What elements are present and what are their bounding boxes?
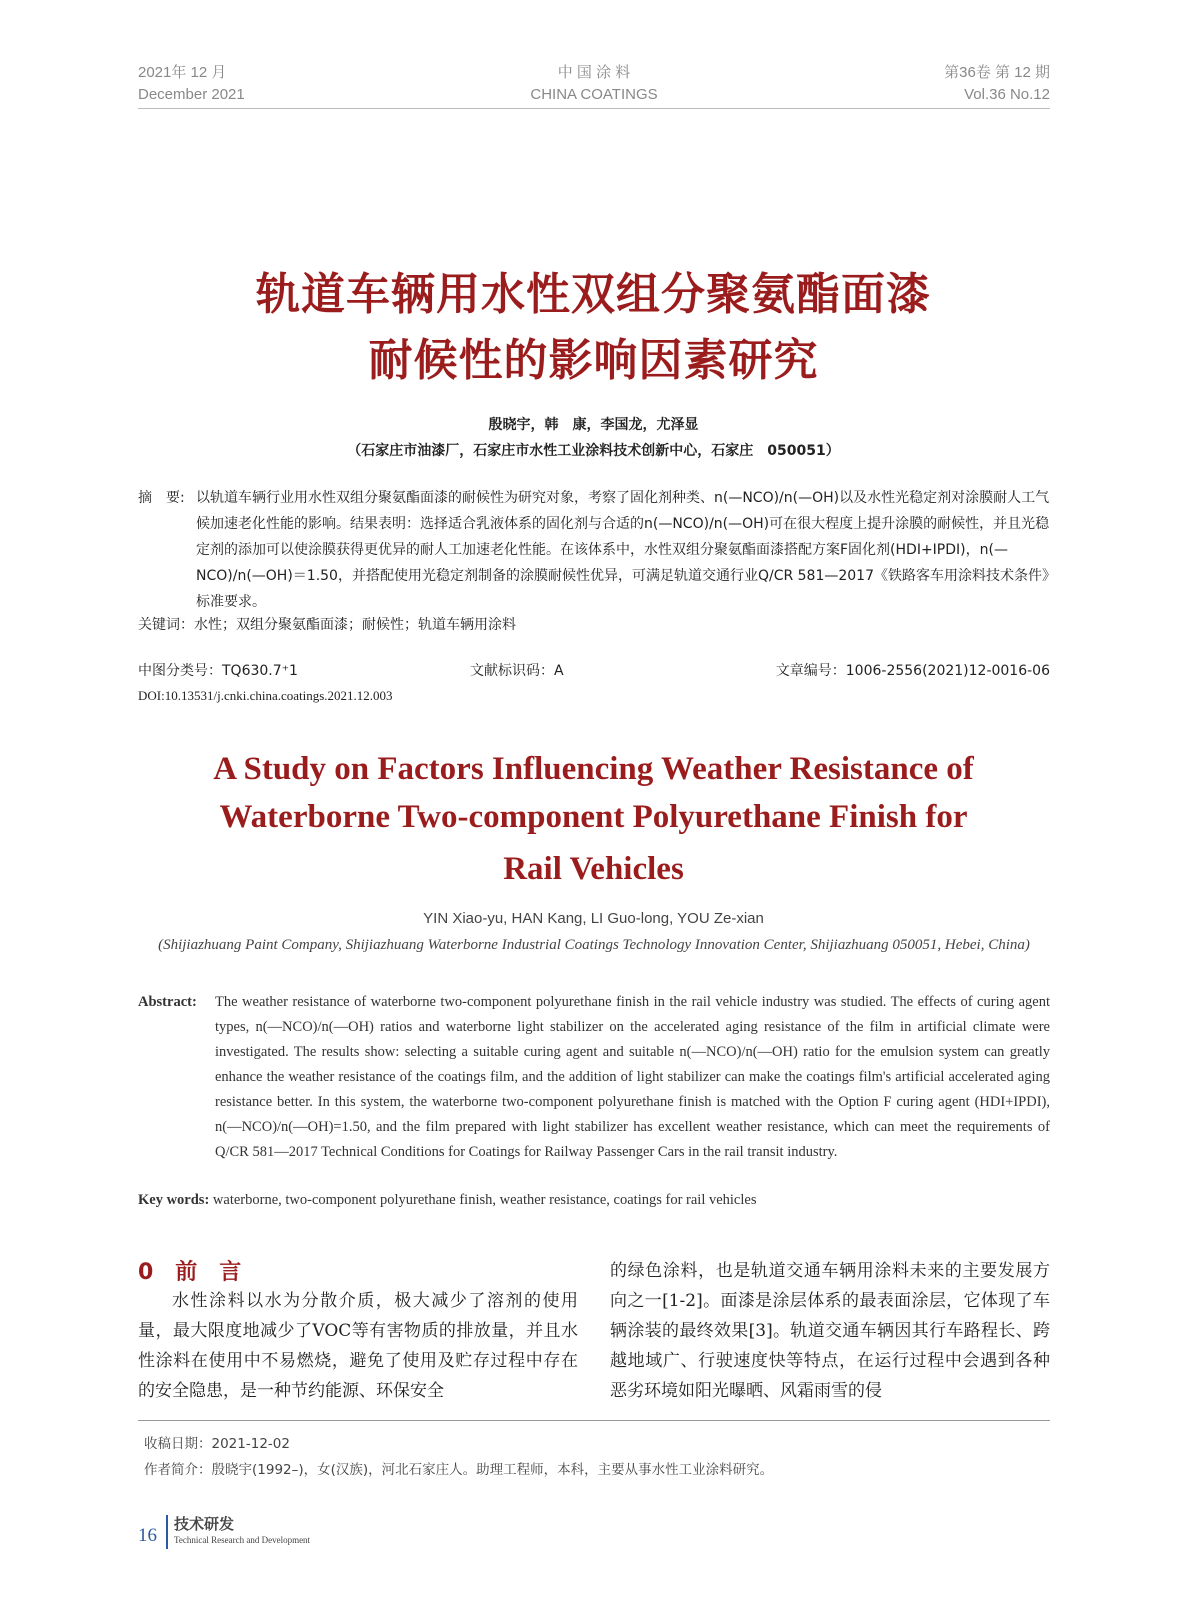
affiliation-en: (Shijiazhuang Paint Company, Shijiazhuang Waterborne Industrial Coatings Technology Innovation Center, Shijiazhuang 050051, Hebei, China) bbox=[158, 937, 1030, 953]
page-number: 16 bbox=[138, 1525, 157, 1546]
affiliation-cn: （石家庄市油漆厂，石家庄市水性工业涂料技术创新中心，石家庄 050051） bbox=[347, 443, 840, 459]
doi: DOI:10.13531/j.cnki.china.coatings.2021.12.003 bbox=[138, 688, 393, 703]
header-date-en: December 2021 bbox=[138, 86, 245, 103]
abstract-en-label: Abstract: bbox=[138, 994, 197, 1010]
abstract-cn bbox=[138, 485, 1050, 615]
header-volume-cn: 第36卷 第 12 期 bbox=[944, 64, 1050, 81]
title-en-line: Waterborne Two-component Polyurethane Finish for bbox=[219, 799, 968, 835]
header-volume-en: Vol.36 No.12 bbox=[964, 86, 1050, 103]
authors-en: YIN Xiao-yu, HAN Kang, LI Guo-long, YOU Ze-xian bbox=[423, 910, 764, 927]
abstract-en-text: The weather resistance of waterborne two-component polyurethane finish in the rail vehicle industry was studied. The effects of curing agent types, n(—NCO)/n(—OH) ratios and waterborne light stabilizer on the accelerated aging resistance of the film in artificial climate were investigated. The results show: selecting a suitable curing agent and suitable n(—NCO)/n(—OH) ratio for the emulsion system can greatly enhance the weather resistance of the coatings film, and the addition of light stabilizer can make the coatings film's artificial accelerated aging resistance better. In this system, the waterborne two-component polyurethane finish is matched with the Option F curing agent (HDI+IPDI), n(—NCO)/n(—OH)=1.50, and the film prepared with light stabilizer has excellent weather resistance, which can meet the requirements of Q/CR 581—2017 Technical Conditions for Coatings for Railway Passenger Cars in the rail transit industry. bbox=[215, 994, 1050, 1160]
title-cn-line: 耐候性的影响因素研究 bbox=[368, 335, 819, 386]
document-code: 文献标识码：A bbox=[470, 663, 564, 679]
abstract-cn-label: 摘 要: bbox=[138, 490, 185, 506]
running-header bbox=[138, 62, 1050, 109]
abstract-cn-text: 以轨道车辆行业用水性双组分聚氨酯面漆的耐候性为研究对象，考察了固化剂种类、n(—NCO)/n(—OH)以及水性光稳定剂对涂膜耐人工气候加速老化性能的影响。结果表明：选择适合乳液体系的固化剂与合适的n(—NCO)/n(—OH)可在很大程度上提升涂膜的耐候性，并且光稳定剂的添加可以使涂膜获得更优异的耐人工加速老化性能。在该体系中，水性双组分聚氨酯面漆搭配方案F固化剂(HDI+IPDI)，n(—NCO)/n(—OH)＝1.50，并搭配使用光稳定剂制备的涂膜耐候性优异，可满足轨道交通行业Q/CR 581—2017《铁路客车用涂料技术条件》标准要求。 bbox=[196, 490, 1050, 610]
authors-cn: 殷晓宇，韩 康，李国龙，尤泽显 bbox=[488, 417, 699, 433]
footnote-divider bbox=[138, 1420, 1050, 1421]
title-cn-line: 轨道车辆用水性双组分聚氨酯面漆 bbox=[256, 269, 931, 320]
keywords-en-label: Key words: bbox=[138, 1192, 210, 1208]
header-journal-cn: 中 国 涂 料 bbox=[557, 64, 631, 81]
keywords-en-text: waterborne, two-component polyurethane finish, weather resistance, coatings for rail vehicles bbox=[212, 1192, 757, 1208]
footnote-author: 作者简介：殷晓宇(1992–)，女(汉族)，河北石家庄人。助理工程师，本科，主要从事水性工业涂料研究。 bbox=[144, 1462, 774, 1478]
footnote-received: 收稿日期：2021-12-02 bbox=[144, 1436, 290, 1452]
keywords-en bbox=[138, 1192, 1050, 1209]
body-column-right: 的绿色涂料，也是轨道交通车辆用涂料未来的主要发展方向之一[1-2]。面漆是涂层体系的最表面涂层，它体现了车辆涂装的最终效果[3]。轨道交通车辆因其行车路程长、跨越地域广、行驶速度快等特点，在运行过程中会遇到各种恶劣环境如阳光曝晒、风霜雨雪的侵 bbox=[610, 1261, 1050, 1401]
section-heading: 0 前 言 bbox=[138, 1260, 242, 1285]
article-number: 文章编号：1006-2556(2021)12-0016-06 bbox=[775, 663, 1050, 679]
title-en bbox=[0, 745, 1187, 893]
keywords-cn: 关键词：水性；双组分聚氨酯面漆；耐候性；轨道车辆用涂料 bbox=[138, 617, 516, 633]
title-cn bbox=[0, 262, 1187, 394]
footer-section-cn: 技术研发 bbox=[174, 1515, 235, 1533]
abstract-en bbox=[138, 990, 1050, 1165]
footer-section-en: Technical Research and Development bbox=[174, 1535, 311, 1545]
header-journal-en: CHINA COATINGS bbox=[530, 86, 658, 103]
body-column-left: 水性涂料以水为分散介质，极大减少了溶剂的使用量，最大限度地减少了VOC等有害物质的排放量，并且水性涂料在使用中不易燃烧，避免了使用及贮存过程中存在的安全隐患，是一种节约能源、环保安全 bbox=[138, 1291, 578, 1401]
title-en-line: A Study on Factors Influencing Weather Resistance of bbox=[213, 751, 974, 787]
footer-divider bbox=[166, 1515, 168, 1549]
header-date-cn: 2021年 12 月 bbox=[138, 64, 227, 81]
classification-number: 中图分类号：TQ630.7⁺1 bbox=[138, 663, 298, 679]
title-en-line: Rail Vehicles bbox=[503, 851, 684, 887]
